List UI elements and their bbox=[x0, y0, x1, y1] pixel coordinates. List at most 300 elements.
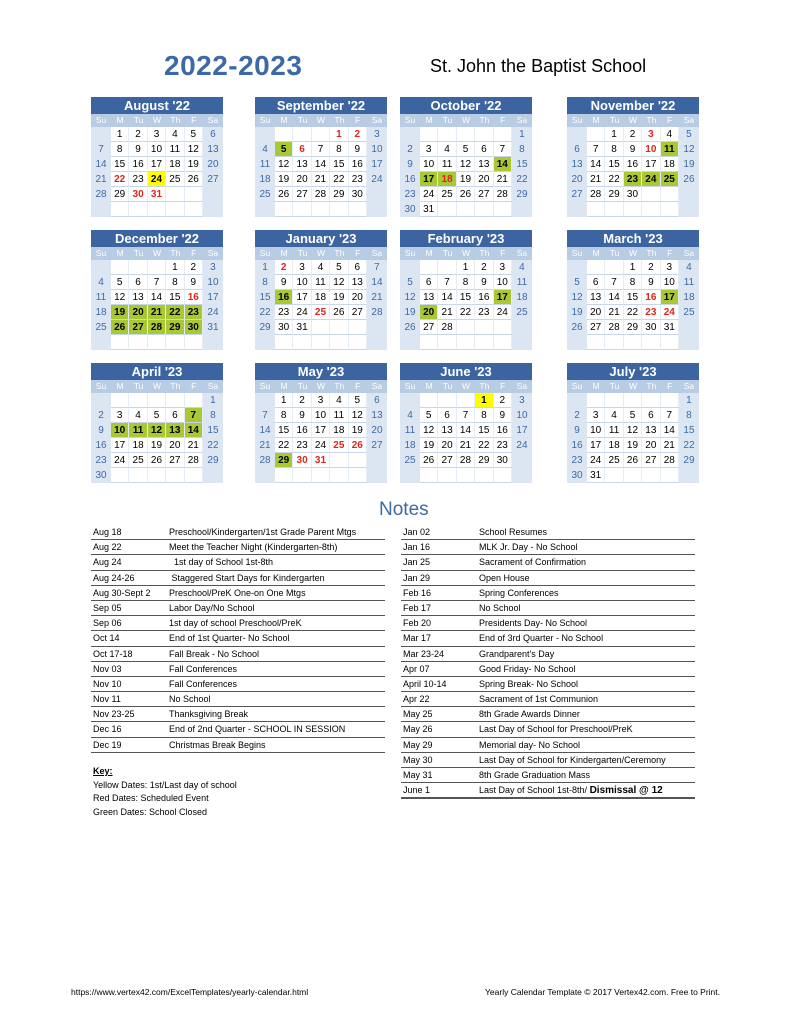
calendar-day: 9 bbox=[642, 275, 660, 290]
calendar-day: 27 bbox=[349, 305, 367, 320]
calendar-day: 3 bbox=[661, 260, 679, 275]
empty-day bbox=[661, 202, 679, 217]
month-header: August '22 bbox=[91, 97, 223, 114]
calendar-day: 24 bbox=[293, 305, 311, 320]
calendar-day: 13 bbox=[642, 423, 660, 438]
calendar-day: 7 bbox=[312, 142, 330, 157]
empty-day bbox=[587, 335, 605, 350]
weekday-label: M bbox=[275, 380, 293, 393]
calendar-day: 10 bbox=[312, 408, 330, 423]
calendar-day: 6 bbox=[203, 127, 223, 142]
calendar-day: 11 bbox=[438, 157, 456, 172]
note-row bbox=[91, 722, 385, 737]
calendar-day: 2 bbox=[349, 127, 367, 142]
calendar-day: 12 bbox=[349, 408, 367, 423]
calendar-day: 24 bbox=[111, 453, 129, 468]
note-text-main: Preschool/PreK One-on One Mtgs bbox=[169, 587, 306, 598]
empty-day bbox=[349, 202, 367, 217]
weekday-label: M bbox=[587, 247, 605, 260]
note-date: Oct 14 bbox=[93, 633, 120, 644]
calendar-day: 8 bbox=[111, 142, 129, 157]
calendar-day: 3 bbox=[420, 142, 438, 157]
calendar-day: 1 bbox=[624, 260, 642, 275]
weekday-label: F bbox=[494, 380, 512, 393]
calendar-day: 25 bbox=[400, 453, 420, 468]
calendar-day: 26 bbox=[111, 320, 129, 335]
weekday-label: M bbox=[111, 247, 129, 260]
calendar-day: 25 bbox=[679, 305, 699, 320]
note-text-main: No School bbox=[169, 694, 211, 705]
empty-day bbox=[255, 468, 275, 483]
empty-day bbox=[203, 187, 223, 202]
note-text bbox=[479, 722, 633, 736]
note-text-main: Christmas Break Begins bbox=[169, 739, 266, 750]
weekday-label: Su bbox=[91, 380, 111, 393]
weekday-label: W bbox=[312, 114, 330, 127]
weekday-label: Tu bbox=[293, 247, 311, 260]
calendar-day: 16 bbox=[185, 290, 203, 305]
empty-day bbox=[420, 468, 438, 483]
calendar-day: 22 bbox=[275, 438, 293, 453]
calendar-day: 15 bbox=[111, 157, 129, 172]
weekday-label: F bbox=[349, 247, 367, 260]
calendar-day: 23 bbox=[293, 438, 311, 453]
calendar-day: 21 bbox=[494, 172, 512, 187]
note-text-main: Spring Break- No School bbox=[479, 678, 579, 689]
calendar-day: 16 bbox=[567, 438, 587, 453]
calendar-day: 15 bbox=[475, 423, 493, 438]
empty-day bbox=[605, 335, 623, 350]
note-text-main: Sacrament of 1st Communion bbox=[479, 694, 599, 705]
weekday-label: M bbox=[111, 114, 129, 127]
weekday-label: M bbox=[587, 380, 605, 393]
calendar-day: 17 bbox=[587, 438, 605, 453]
calendar-day: 14 bbox=[605, 290, 623, 305]
calendar-day: 4 bbox=[438, 142, 456, 157]
note-text bbox=[169, 571, 325, 585]
calendar-day: 7 bbox=[148, 275, 166, 290]
note-date: Nov 03 bbox=[93, 663, 122, 674]
note-date: Nov 10 bbox=[93, 678, 122, 689]
empty-day bbox=[312, 320, 330, 335]
calendar-day: 20 bbox=[420, 305, 438, 320]
calendar-day: 24 bbox=[661, 305, 679, 320]
note-text bbox=[479, 768, 590, 782]
empty-day bbox=[475, 202, 493, 217]
calendar-day: 31 bbox=[661, 320, 679, 335]
calendar-day: 22 bbox=[166, 305, 184, 320]
empty-day bbox=[400, 393, 420, 408]
calendar-day: 6 bbox=[438, 408, 456, 423]
empty-day bbox=[185, 202, 203, 217]
empty-day bbox=[494, 335, 512, 350]
note-row bbox=[91, 707, 385, 722]
empty-day bbox=[567, 260, 587, 275]
weekday-label: Tu bbox=[438, 380, 456, 393]
weekday-label: Su bbox=[400, 380, 420, 393]
calendar-day: 1 bbox=[457, 260, 475, 275]
empty-day bbox=[605, 393, 623, 408]
note-date: Jan 02 bbox=[403, 527, 431, 537]
empty-day bbox=[185, 335, 203, 350]
calendar-day: 23 bbox=[400, 187, 420, 202]
note-text bbox=[479, 601, 521, 615]
empty-day bbox=[438, 393, 456, 408]
calendar-day: 27 bbox=[367, 438, 387, 453]
calendar-day: 23 bbox=[91, 453, 111, 468]
weekday-label: Su bbox=[567, 380, 587, 393]
calendar-day: 26 bbox=[624, 453, 642, 468]
empty-day bbox=[367, 468, 387, 483]
calendar-day: 21 bbox=[367, 290, 387, 305]
calendar-day: 3 bbox=[367, 127, 387, 142]
weekday-label: W bbox=[148, 247, 166, 260]
calendar-day: 30 bbox=[91, 468, 111, 483]
empty-day bbox=[129, 335, 147, 350]
note-text bbox=[479, 540, 578, 554]
calendar-day: 12 bbox=[330, 275, 348, 290]
empty-day bbox=[457, 320, 475, 335]
weekday-label: F bbox=[661, 247, 679, 260]
calendar-day: 20 bbox=[166, 438, 184, 453]
note-date: Feb 20 bbox=[403, 618, 432, 629]
weekday-label: Sa bbox=[203, 247, 223, 260]
calendar-day: 23 bbox=[624, 172, 642, 187]
note-text-main: End of 2nd Quarter - SCHOOL IN SESSION bbox=[169, 724, 346, 735]
calendar-day: 14 bbox=[312, 157, 330, 172]
weekday-label: Th bbox=[475, 114, 493, 127]
empty-day bbox=[567, 127, 587, 142]
note-text-main: End of 3rd Quarter - No School bbox=[479, 633, 604, 644]
calendar-day: 24 bbox=[312, 438, 330, 453]
month-header: December '22 bbox=[91, 230, 223, 247]
calendar-day: 27 bbox=[166, 453, 184, 468]
weekday-label: Sa bbox=[203, 380, 223, 393]
calendar-day: 18 bbox=[661, 157, 679, 172]
calendar-day: 19 bbox=[679, 157, 699, 172]
note-text-main: Thanksgiving Break bbox=[169, 709, 249, 720]
note-date: Apr 07 bbox=[403, 663, 430, 674]
calendar-day: 21 bbox=[91, 172, 111, 187]
calendar-day: 7 bbox=[185, 408, 203, 423]
empty-day bbox=[661, 187, 679, 202]
calendar-day: 24 bbox=[148, 172, 166, 187]
calendar-day: 10 bbox=[642, 142, 660, 157]
empty-day bbox=[312, 335, 330, 350]
calendar-day: 18 bbox=[255, 172, 275, 187]
note-row bbox=[401, 586, 695, 601]
note-row bbox=[401, 540, 695, 555]
note-row bbox=[91, 571, 385, 586]
empty-day bbox=[587, 127, 605, 142]
calendar-day: 9 bbox=[349, 142, 367, 157]
weekday-label: Sa bbox=[512, 114, 532, 127]
calendar-day: 12 bbox=[624, 423, 642, 438]
calendar-day: 5 bbox=[185, 127, 203, 142]
note-text bbox=[169, 525, 356, 539]
calendar-day: 1 bbox=[255, 260, 275, 275]
footer-url[interactable]: https://www.vertex42.com/ExcelTemplates/yearly-calendar.html bbox=[71, 987, 309, 997]
calendar-day: 17 bbox=[642, 157, 660, 172]
weekday-label: W bbox=[624, 380, 642, 393]
calendar-day: 13 bbox=[129, 290, 147, 305]
calendar-day: 14 bbox=[91, 157, 111, 172]
calendar-day: 5 bbox=[567, 275, 587, 290]
calendar-day: 8 bbox=[255, 275, 275, 290]
calendar-day: 5 bbox=[148, 408, 166, 423]
empty-day bbox=[166, 393, 184, 408]
calendar-day: 17 bbox=[293, 290, 311, 305]
calendar-day: 19 bbox=[185, 157, 203, 172]
note-date: Dec 16 bbox=[93, 724, 122, 735]
calendar-day: 6 bbox=[567, 142, 587, 157]
calendar-day: 14 bbox=[587, 157, 605, 172]
calendar-day: 27 bbox=[567, 187, 587, 202]
empty-day bbox=[624, 468, 642, 483]
month-block bbox=[91, 97, 223, 217]
calendar-day: 29 bbox=[203, 453, 223, 468]
note-text bbox=[169, 722, 345, 736]
calendar-day: 17 bbox=[148, 157, 166, 172]
empty-day bbox=[330, 453, 348, 468]
empty-day bbox=[111, 335, 129, 350]
weekday-label: Sa bbox=[512, 247, 532, 260]
empty-day bbox=[475, 320, 493, 335]
weekday-label: Su bbox=[255, 114, 275, 127]
weekday-label: Tu bbox=[129, 114, 147, 127]
calendar-day: 8 bbox=[605, 142, 623, 157]
month-block bbox=[567, 363, 699, 483]
note-text-main: Grandparent's Day bbox=[479, 648, 555, 659]
weekday-label: Tu bbox=[293, 380, 311, 393]
empty-day bbox=[275, 202, 293, 217]
calendar-day: 25 bbox=[91, 320, 111, 335]
calendar-day: 11 bbox=[312, 275, 330, 290]
calendar-day: 12 bbox=[567, 290, 587, 305]
calendar-day: 21 bbox=[661, 438, 679, 453]
weekday-label: Th bbox=[330, 380, 348, 393]
calendar-day: 23 bbox=[494, 438, 512, 453]
calendar-day: 19 bbox=[420, 438, 438, 453]
empty-day bbox=[293, 127, 311, 142]
calendar-day: 31 bbox=[148, 187, 166, 202]
empty-day bbox=[293, 335, 311, 350]
calendar-day: 18 bbox=[129, 438, 147, 453]
calendar-day: 23 bbox=[129, 172, 147, 187]
calendar-day: 21 bbox=[457, 438, 475, 453]
empty-day bbox=[275, 127, 293, 142]
calendar-day: 1 bbox=[166, 260, 184, 275]
calendar-day: 24 bbox=[642, 172, 660, 187]
empty-day bbox=[111, 468, 129, 483]
weekday-label: Tu bbox=[605, 114, 623, 127]
calendar-day: 18 bbox=[400, 438, 420, 453]
calendar-day: 5 bbox=[457, 142, 475, 157]
calendar-day: 28 bbox=[312, 187, 330, 202]
weekday-label: Tu bbox=[438, 114, 456, 127]
calendar-day: 5 bbox=[275, 142, 293, 157]
empty-day bbox=[420, 335, 438, 350]
notes-left-column bbox=[91, 525, 385, 753]
school-name: St. John the Baptist School bbox=[430, 56, 647, 76]
calendar-day: 5 bbox=[400, 275, 420, 290]
month-block bbox=[91, 230, 223, 350]
note-date: Jan 16 bbox=[403, 542, 431, 553]
note-row bbox=[91, 677, 385, 692]
empty-day bbox=[679, 202, 699, 217]
month-header: January '23 bbox=[255, 230, 387, 247]
empty-day bbox=[567, 335, 587, 350]
empty-day bbox=[642, 335, 660, 350]
note-text bbox=[479, 616, 587, 630]
empty-day bbox=[605, 202, 623, 217]
calendar-day: 4 bbox=[330, 393, 348, 408]
calendar-day: 26 bbox=[330, 305, 348, 320]
note-text bbox=[169, 601, 255, 615]
calendar-day: 13 bbox=[293, 157, 311, 172]
calendar-day: 7 bbox=[605, 275, 623, 290]
calendar-day: 27 bbox=[420, 320, 438, 335]
weekday-label: M bbox=[587, 114, 605, 127]
calendar-day: 12 bbox=[148, 423, 166, 438]
calendar-day: 11 bbox=[129, 423, 147, 438]
calendar-day: 30 bbox=[275, 320, 293, 335]
calendar-day: 29 bbox=[275, 453, 293, 468]
empty-day bbox=[624, 335, 642, 350]
empty-day bbox=[624, 202, 642, 217]
calendar-day: 27 bbox=[129, 320, 147, 335]
empty-day bbox=[148, 468, 166, 483]
calendar-day: 30 bbox=[349, 187, 367, 202]
calendar-day: 30 bbox=[185, 320, 203, 335]
month-block bbox=[255, 363, 387, 483]
calendar-day: 14 bbox=[367, 275, 387, 290]
empty-day bbox=[512, 453, 532, 468]
month-header: February '23 bbox=[400, 230, 532, 247]
empty-day bbox=[605, 260, 623, 275]
empty-day bbox=[367, 202, 387, 217]
calendar-day: 16 bbox=[475, 290, 493, 305]
calendar-day: 20 bbox=[475, 172, 493, 187]
note-text bbox=[479, 525, 547, 539]
note-text bbox=[479, 677, 578, 691]
empty-day bbox=[91, 202, 111, 217]
calendar-day: 13 bbox=[166, 423, 184, 438]
month-block bbox=[91, 363, 223, 483]
calendar-day: 1 bbox=[203, 393, 223, 408]
weekday-label: Tu bbox=[129, 380, 147, 393]
empty-day bbox=[111, 260, 129, 275]
calendar-day: 10 bbox=[661, 275, 679, 290]
calendar-day: 7 bbox=[457, 408, 475, 423]
note-text bbox=[479, 571, 530, 585]
weekday-label: W bbox=[312, 380, 330, 393]
empty-day bbox=[367, 187, 387, 202]
empty-day bbox=[166, 335, 184, 350]
empty-day bbox=[148, 335, 166, 350]
calendar-day: 4 bbox=[512, 260, 532, 275]
calendar-day: 14 bbox=[438, 290, 456, 305]
weekday-label: W bbox=[457, 380, 475, 393]
calendar-day: 25 bbox=[330, 438, 348, 453]
weekday-label: Th bbox=[475, 247, 493, 260]
note-date: Aug 22 bbox=[93, 542, 122, 553]
note-date: Nov 23-25 bbox=[93, 709, 135, 720]
calendar-day: 5 bbox=[349, 393, 367, 408]
weekday-label: Th bbox=[475, 380, 493, 393]
calendar-day: 8 bbox=[624, 275, 642, 290]
calendar-day: 4 bbox=[312, 260, 330, 275]
calendar-day: 14 bbox=[661, 423, 679, 438]
note-row bbox=[401, 753, 695, 768]
calendar-day: 25 bbox=[312, 305, 330, 320]
empty-day bbox=[420, 127, 438, 142]
empty-day bbox=[349, 453, 367, 468]
note-text-main: No School bbox=[479, 602, 521, 613]
note-date: Aug 24-26 bbox=[93, 572, 135, 583]
note-text-main: Last Day of School 1st-8th/ bbox=[479, 785, 590, 796]
calendar-day: 9 bbox=[400, 157, 420, 172]
empty-day bbox=[567, 202, 587, 217]
notes-right-column bbox=[401, 525, 695, 799]
calendar-day: 2 bbox=[642, 260, 660, 275]
calendar-day: 19 bbox=[567, 305, 587, 320]
weekday-label: Tu bbox=[293, 114, 311, 127]
calendar-day: 3 bbox=[148, 127, 166, 142]
note-row bbox=[401, 692, 695, 707]
weekday-label: Tu bbox=[129, 247, 147, 260]
calendar-day: 18 bbox=[312, 290, 330, 305]
empty-day bbox=[312, 127, 330, 142]
calendar-day: 16 bbox=[624, 157, 642, 172]
calendar-day: 27 bbox=[587, 320, 605, 335]
empty-day bbox=[349, 320, 367, 335]
calendar-day: 11 bbox=[166, 142, 184, 157]
note-row bbox=[401, 662, 695, 677]
note-row bbox=[401, 722, 695, 737]
calendar-day: 20 bbox=[349, 290, 367, 305]
empty-day bbox=[679, 468, 699, 483]
empty-day bbox=[475, 127, 493, 142]
calendar-day: 16 bbox=[642, 290, 660, 305]
calendar-day: 22 bbox=[203, 438, 223, 453]
calendar-day: 2 bbox=[91, 408, 111, 423]
calendar-day: 12 bbox=[275, 157, 293, 172]
empty-day bbox=[275, 468, 293, 483]
empty-day bbox=[330, 468, 348, 483]
weekday-label: F bbox=[494, 114, 512, 127]
calendar-day: 21 bbox=[185, 438, 203, 453]
key-green: Green Dates: School Closed bbox=[93, 806, 208, 817]
calendar-day: 6 bbox=[166, 408, 184, 423]
empty-day bbox=[624, 393, 642, 408]
calendar-day: 24 bbox=[203, 305, 223, 320]
calendar-day: 12 bbox=[457, 157, 475, 172]
calendar-day: 10 bbox=[494, 275, 512, 290]
weekday-label: Sa bbox=[679, 114, 699, 127]
calendar-day: 22 bbox=[457, 305, 475, 320]
empty-day bbox=[438, 127, 456, 142]
note-date: May 25 bbox=[403, 709, 433, 720]
note-text bbox=[479, 692, 598, 706]
calendar-day: 4 bbox=[661, 127, 679, 142]
note-text bbox=[169, 707, 248, 721]
weekday-label: M bbox=[420, 114, 438, 127]
calendar-day: 8 bbox=[457, 275, 475, 290]
calendar-day: 4 bbox=[605, 408, 623, 423]
note-text bbox=[169, 738, 266, 752]
calendar-day: 3 bbox=[312, 393, 330, 408]
